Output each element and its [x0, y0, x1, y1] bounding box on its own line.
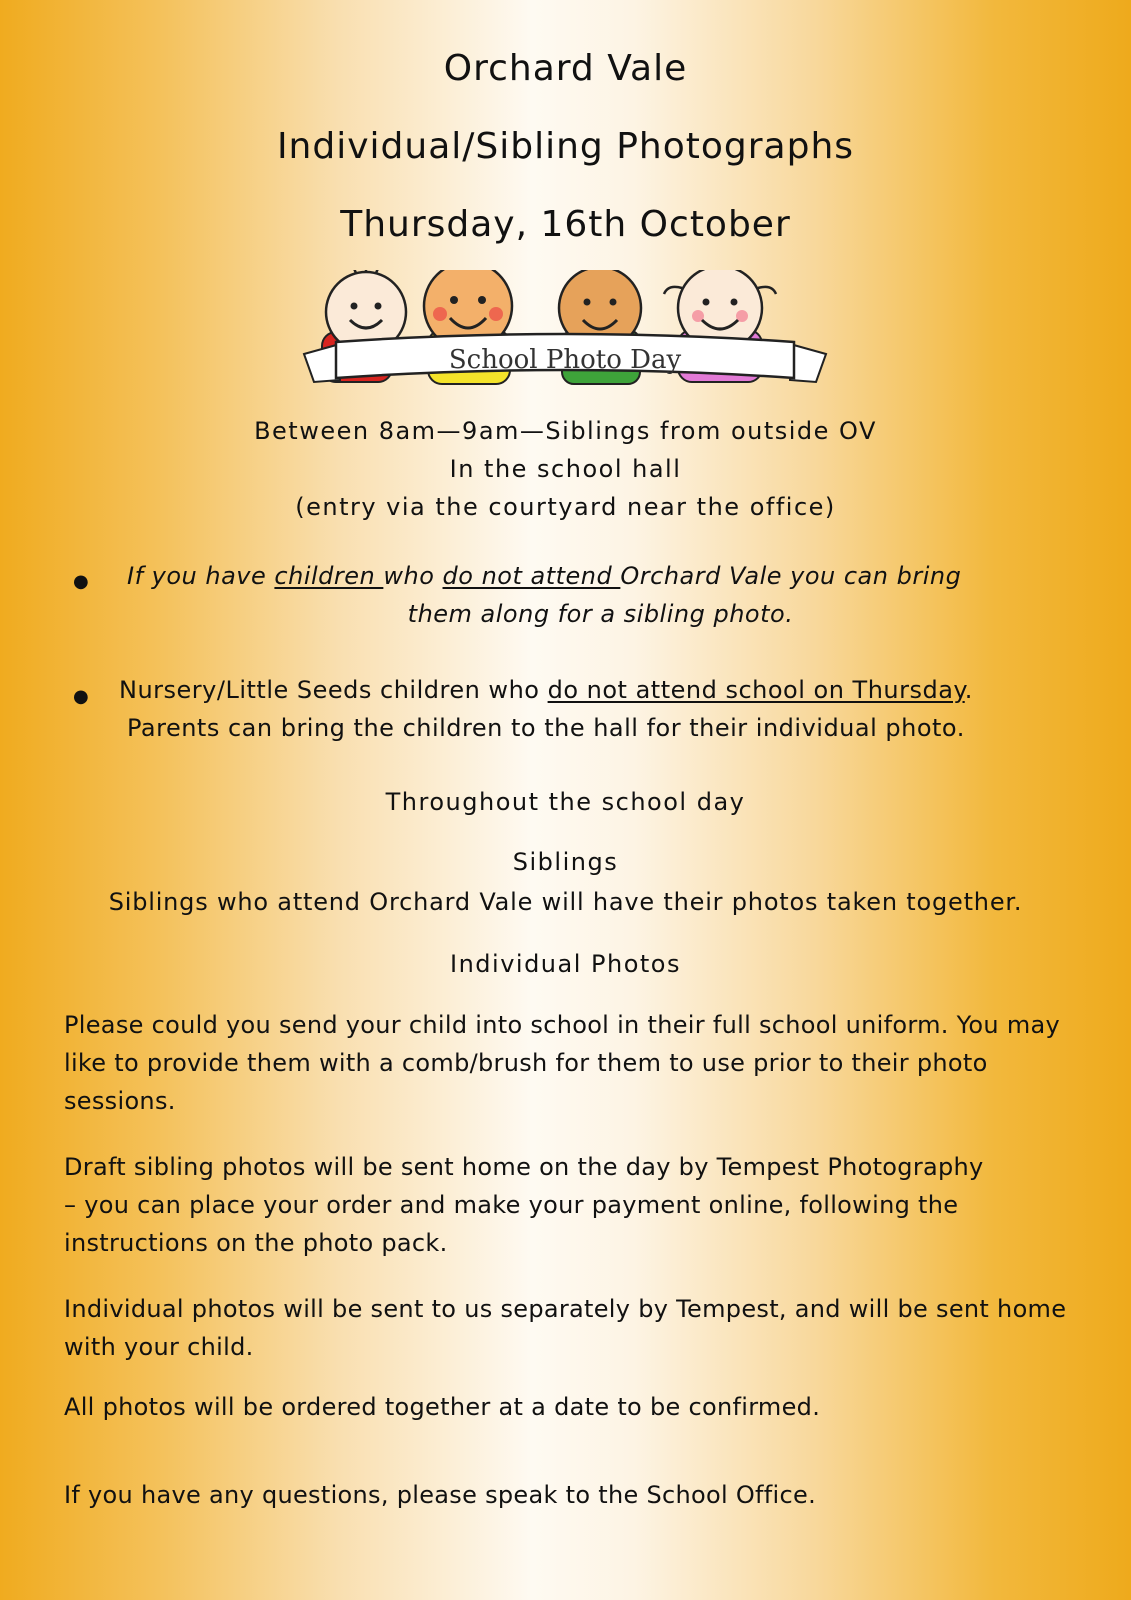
paragraph-draft-photos: Draft sibling photos will be sent home on the day by Tempest Photography – you can place your order and make your payment online, following the instructions on the photo pack.: [64, 1153, 984, 1257]
bullet-icon: ●: [73, 686, 89, 707]
early-session-entry: (entry via the courtyard near the office): [295, 493, 836, 521]
early-session-location: In the school hall: [449, 455, 682, 483]
bullet-icon: ●: [73, 571, 89, 592]
banner-text: School Photo Day: [448, 345, 682, 375]
school-name: Orchard Vale: [443, 48, 688, 89]
early-session-time: Between 8am—9am—Siblings from outside OV: [254, 417, 877, 445]
paragraph-uniform: Please could you send your child into school in their full school uniform. You may like to provide them with a comb/brush for them to use prior to their photo sessions.: [64, 1011, 1061, 1115]
paragraph-ordering: All photos will be ordered together at a date to be confirmed.: [64, 1393, 821, 1421]
event-title: Individual/Sibling Photographs: [276, 126, 855, 167]
siblings-text: Siblings who attend Orchard Vale will have their photos taken together.: [108, 888, 1023, 916]
bullet-2-line-1: Nursery/Little Seeds children who do not attend school on Thursday.: [119, 676, 973, 704]
event-date: Thursday, 16th October: [340, 204, 791, 245]
individual-heading: Individual Photos: [450, 950, 681, 978]
schoolday-heading: Throughout the school day: [385, 788, 746, 816]
bullet-1-line-1: If you have children who do not attend Orchard Vale you can bring: [127, 562, 962, 590]
bullet-1-line-2: them along for a sibling photo.: [407, 600, 794, 628]
paragraph-individual-photos: Individual photos will be sent to us separately by Tempest, and will be sent home with your child.: [64, 1295, 1067, 1361]
siblings-heading: Siblings: [512, 848, 619, 876]
bullet-2-line-2: Parents can bring the children to the hall for their individual photo.: [127, 714, 965, 742]
paragraph-questions: If you have any questions, please speak to the School Office.: [64, 1481, 816, 1509]
school-photo-day-illustration: [300, 270, 830, 400]
